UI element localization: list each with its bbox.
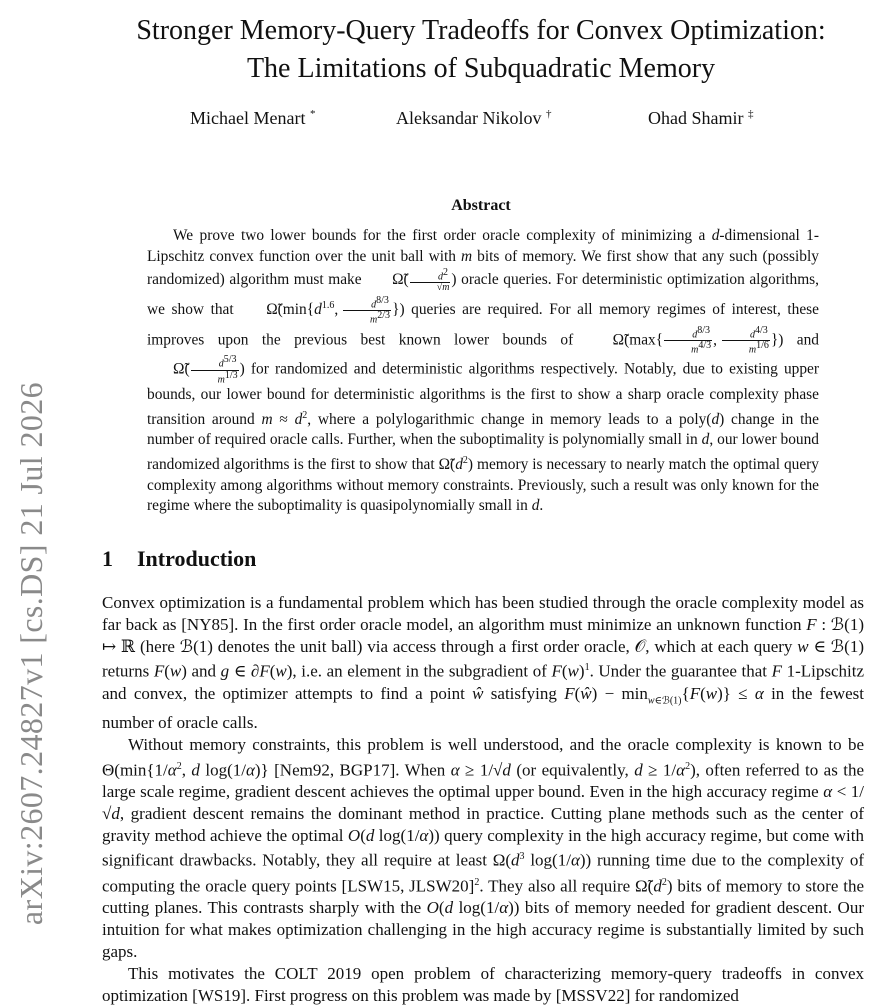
author-name: Michael Menart bbox=[190, 108, 306, 128]
paragraph: Convex optimization is a fundamental problem which has been studied through the oracle complexity model as far back as [NY85]. In the first order oracle model, an algorithm must minimize an unknown function F : ℬ(1) ↦ ℝ (here ℬ(1) denotes the unit ball) via access through a first order oracle, 𝒪, which at each query w ∈ ℬ(1) returns F(w) and g ∈ ∂F(w), i.e. an element in the subgradient of $F(w)^1$. Under the guarantee that F 1-Lipschitz and convex, the optimizer attempts to find a point ŵ satisfying F(ŵ) − $\min_{w\in ℬ(1)}\{F(w)\} \le \alpha$ in the fewest number of oracle calls. bbox=[102, 593, 865, 733]
author-footnote-mark: † bbox=[545, 108, 552, 120]
introduction-body bbox=[102, 592, 864, 1006]
title-line-1: Stronger Memory-Query Tradeoffs for Convex Optimization: bbox=[136, 15, 826, 46]
section-title: Introduction bbox=[137, 546, 257, 571]
author-2 bbox=[396, 108, 551, 129]
section-heading bbox=[102, 546, 256, 572]
arxiv-identifier: arXiv:2607.24827v1 [cs.DS] 21 Jul 2026 bbox=[13, 381, 50, 925]
author-1 bbox=[190, 108, 315, 129]
title-line-2: The Limitations of Subquadratic Memory bbox=[246, 53, 716, 84]
author-name: Ohad Shamir bbox=[648, 108, 744, 128]
paper-title bbox=[100, 12, 862, 88]
abstract-body: We prove two lower bounds for the first order oracle complexity of minimizing a d-dimensional 1-Lipschitz convex function over the unit ball with m bits of memory. We first show that any such (possibly randomized) algorithm must make Ω̃( $\frac{d^2}{√m}$ ) oracle queries. For deterministic optimization algorithms, we show that $\Omegã(\min\{d^{1.6}$, $\frac{d^{8/3}}{m^{2/3}}$ }) queries are required. For all memory regimes of interest, these improves upon the previous best known lower bounds of Ω̃(max{ $\frac{d^{8/3}}{m^{4/3}}$ , $\frac{d^{4/3}}{m^{1/6}}$ }) and Ω̃( $\frac{d^{5/3}}{m^{1/3}}$ ) for randomized and deterministic algorithms respectively. Notably, due to existing upper bounds, our lower bound for deterministic algorithms is the first to show a sharp oracle complexity phase transition around $m \approx d^2$, where a polylogarithmic change in memory leads to a poly(d) change in the number of required oracle calls. Further, when the suboptimality is polynomially small in d, our lower bound randomized algorithms is the first to show that $\Omegã(d^2)$ memory is necessary to nearly match the optimal query complexity among algorithms without memory constraints. Previously, such a result was only known for the regime where the suboptimality is quasipolynomially small in d. bbox=[147, 227, 819, 515]
paragraph: This motivates the COLT 2019 open problem of characterizing memory-query tradeoffs in convex optimization [WS19]. First progress on this problem was made by [MSSV22] for randomized bbox=[102, 963, 864, 1005]
arxiv-sidebar-stamp bbox=[0, 356, 64, 950]
author-list bbox=[100, 108, 862, 132]
section-number: 1 bbox=[102, 546, 113, 571]
author-footnote-mark: ‡ bbox=[747, 108, 754, 120]
author-3 bbox=[648, 108, 753, 129]
author-name: Aleksandar Nikolov bbox=[396, 108, 542, 128]
abstract-heading: Abstract bbox=[451, 197, 511, 214]
author-footnote-mark: * bbox=[309, 108, 316, 120]
paragraph: Without memory constraints, this problem is well understood, and the oracle complexity is known to be $\Theta(\min\{1/\alpha^2$, d log(1/α)} [Nem92, BGP17]. When α ≥ 1/√d (or equivalently, $d \ge 1/\alpha^2$), often referred to as the large scale regime, gradient descent achieves the optimal upper bound. Even in the high accuracy regime α < 1/√d, gradient descent remains the dominant method in practice. Cutting plane methods such as the center of gravity method achieve the optimal O(d log(1/α)) query complexity in the high accuracy regime, but come with significant drawbacks. Notably, they all require at least $\Omega(d^3$ log(1/α)) running time due to the complexity of computing the oracle query points [LSW15, JLSW20]$^2$. They also all require $\Omegã(d^2)$ bits of memory to store the cutting planes. This contrasts sharply with the O(d log(1/α)) bits of memory needed for gradient descent. Our intuition for what makes optimization challenging in the high accuracy regime is substantially limited by such gaps. bbox=[102, 734, 865, 961]
